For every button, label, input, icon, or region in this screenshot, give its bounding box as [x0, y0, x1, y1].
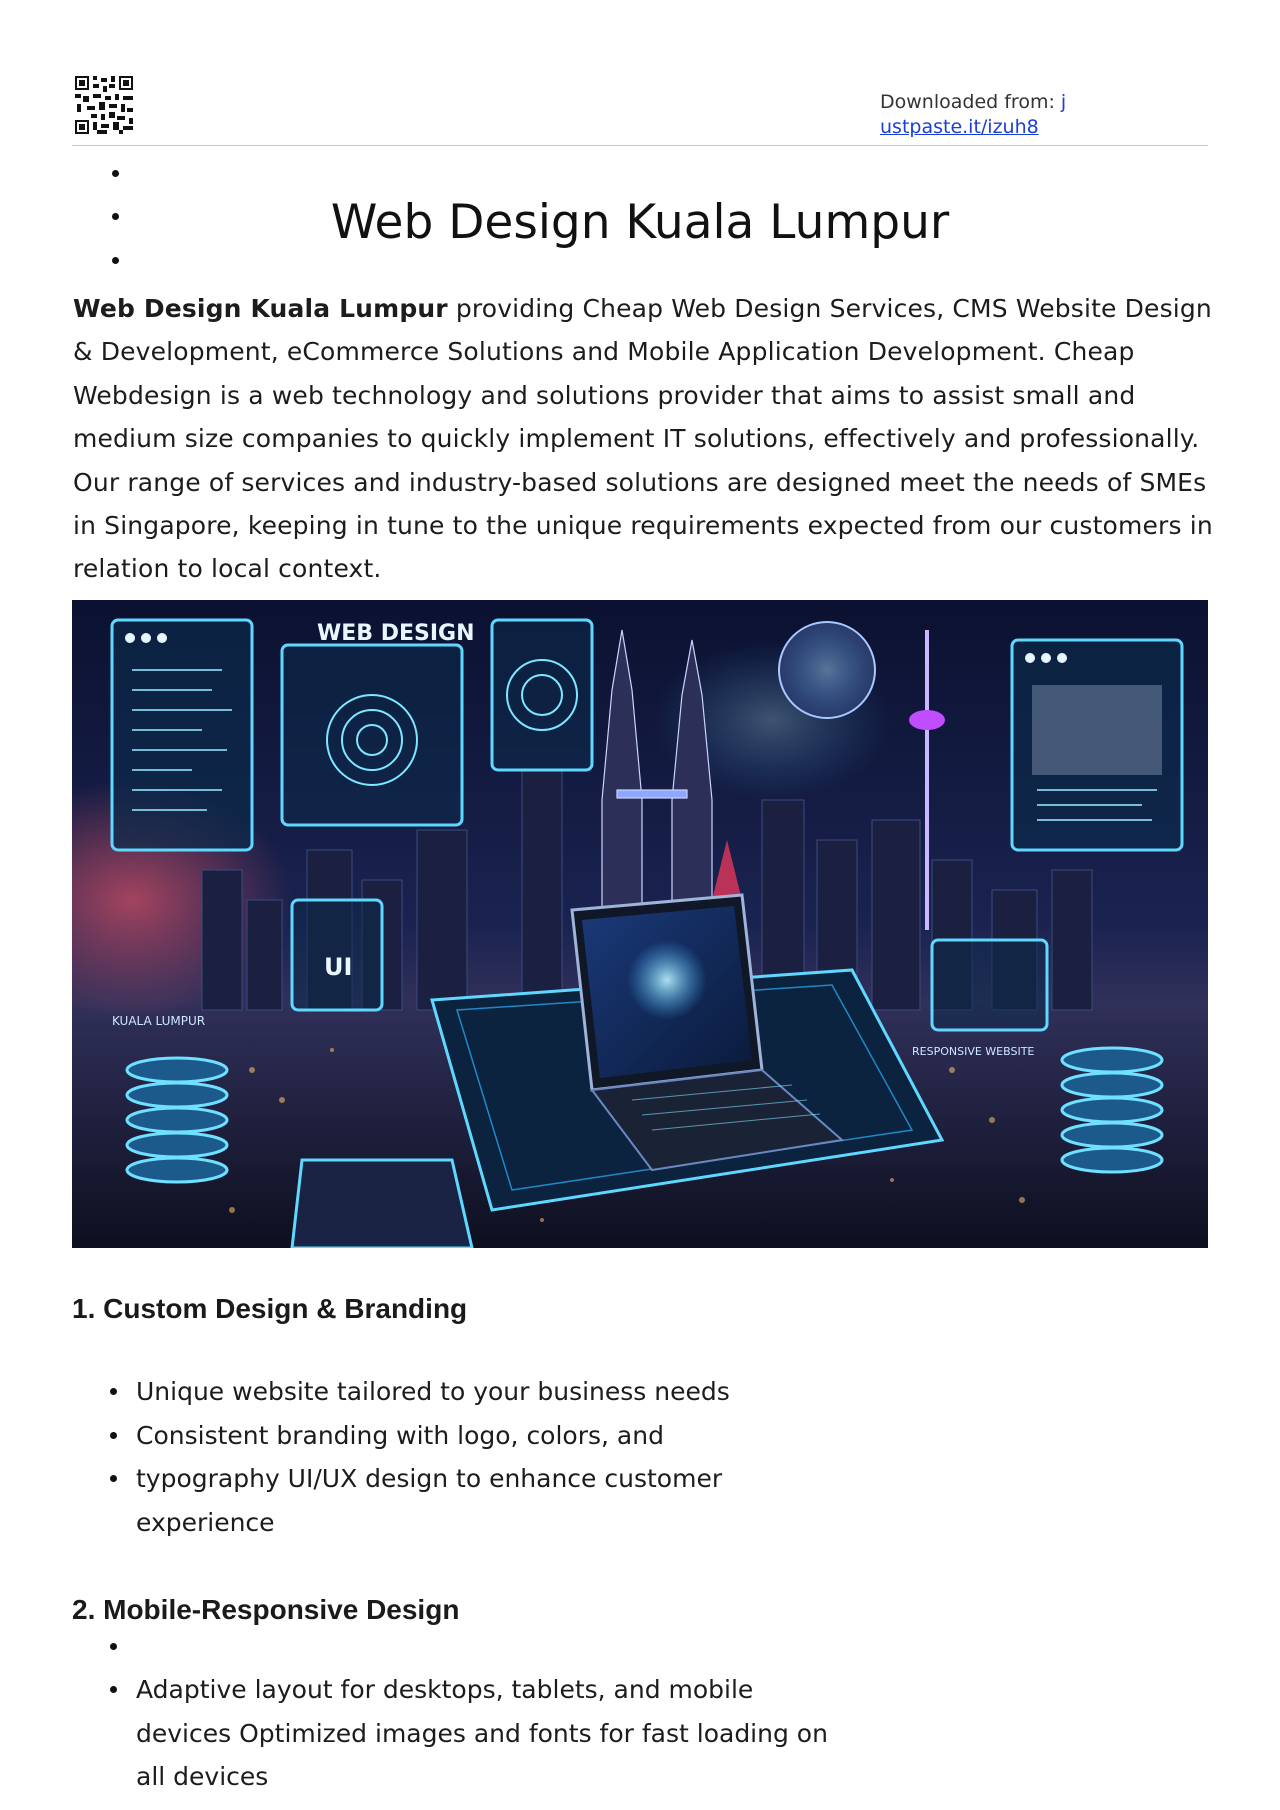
list-item: Consistent branding with logo, colors, and [72, 1414, 832, 1458]
hero-text-web-design: WEB DESIGN [317, 621, 475, 646]
header-divider [72, 145, 1208, 146]
page-title: Web Design Kuala Lumpur [330, 195, 950, 250]
downloaded-from [880, 90, 1100, 140]
qr-code-icon [75, 76, 133, 134]
hero-image [72, 600, 1208, 1248]
section-heading-custom-design: 1. Custom Design & Branding [72, 1293, 468, 1324]
hero-text-kuala-lumpur: KUALA LUMPUR [112, 1014, 206, 1028]
list-item: Adaptive layout for desktops, tablets, and mobile devices Optimized images and fonts for fast loading on all devices [72, 1668, 832, 1799]
source-link-continued[interactable]: ustpaste.it/izuh8 [880, 116, 1039, 138]
intro-paragraph [73, 287, 1213, 591]
source-link[interactable]: j [1060, 91, 1067, 113]
hero-text-responsive: RESPONSIVE WEBSITE [912, 1045, 1035, 1058]
section2-list [72, 1668, 832, 1799]
hero-text-ui: UI [324, 953, 353, 981]
bullet-dot [112, 170, 119, 177]
bullet-dot [110, 1643, 117, 1650]
list-item: Unique website tailored to your business needs [72, 1370, 832, 1414]
intro-text: providing Cheap Web Design Services, CMS Website Design & Development, eCommerce Solutions and Mobile Application Development. Cheap Webdesign is a web technology and solutions provider that aims to assist small and medium size companies to quickly implement IT solutions, effectively and professionally. Our range of services and industry-based solutions are designed meet the needs of SMEs in Singapore, keeping in tune to the unique requirements expected from our customers in relation to local context. [73, 294, 1213, 584]
intro-bold: Web Design Kuala Lumpur [73, 294, 448, 323]
bullet-dot [112, 257, 119, 264]
list-item: typography UI/UX design to enhance customer experience [72, 1457, 832, 1544]
section-heading-mobile-responsive: 2. Mobile-Responsive Design [72, 1594, 460, 1625]
section1-list [72, 1370, 832, 1544]
downloaded-label: Downloaded from: [880, 91, 1061, 113]
